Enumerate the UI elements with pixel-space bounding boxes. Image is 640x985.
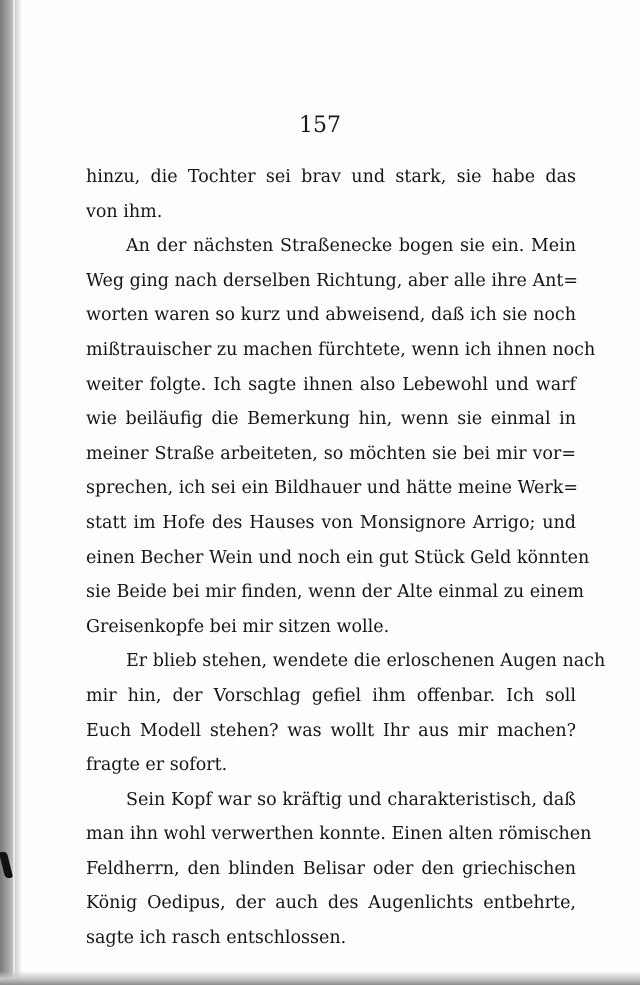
text-line: weiter folgte. Ich sagte ihnen also Lebewohl und warf [86, 374, 576, 395]
body-text [86, 160, 606, 956]
text-line: Feldherrn, den blinden Belisar oder den griechischen [86, 858, 576, 879]
text-line: worten waren so kurz und abweisend, daß ich sie noch [86, 305, 576, 326]
text-line: Sein Kopf war so kräftig und charakteristisch, daß [126, 789, 576, 810]
text-line: einen Becher Wein und noch ein gut Stück Geld könnten [86, 547, 590, 568]
text-line: von ihm. [86, 201, 163, 222]
text-line: Weg ging nach derselben Richtung, aber alle ihre Ant= [86, 270, 579, 291]
text-line: statt im Hofe des Hauses von Monsignore Arrigo; und [86, 512, 576, 533]
text-line: Er blieb stehen, wendete die erloschenen Augen nach [126, 651, 606, 672]
text-line: hinzu, die Tochter sei brav und stark, sie habe das [86, 167, 576, 187]
page-number: 157 [299, 113, 341, 138]
spine-edge [13, 0, 15, 985]
text-line: sie Beide bei mir finden, wenn der Alte einmal zu einem [86, 582, 584, 603]
text-line: Greisenkopfe bei mir sitzen wolle. [86, 616, 390, 637]
text-line: fragte er sofort. [86, 755, 228, 776]
text-line: mir hin, der Vorschlag gefiel ihm offenbar. Ich soll [86, 685, 576, 706]
text-line: Euch Modell stehen? was wollt Ihr aus mir machen? [86, 720, 576, 741]
text-line: meiner Straße arbeiteten, so möchten sie bei mir vor= [86, 443, 576, 464]
text-line: König Oedipus, der auch des Augenlichts entbehrte, [86, 893, 576, 914]
spine-shadow [0, 0, 22, 985]
text-line: mißtrauischer zu machen fürchtete, wenn ich ihnen noch [86, 339, 596, 360]
text-line: man ihn wohl verwerthen konnte. Einen alten römischen [86, 824, 592, 845]
text-line: An der nächsten Straßenecke bogen sie ein. Mein [126, 236, 576, 257]
text-line: sprechen, ich sei ein Bildhauer und hätte meine Werk= [86, 478, 579, 499]
bottom-edge-shadow [0, 971, 640, 985]
text-line: sagte ich rasch entschlossen. [86, 928, 347, 949]
text-line: wie beiläufig die Bemerkung hin, wenn sie einmal in [86, 409, 576, 430]
